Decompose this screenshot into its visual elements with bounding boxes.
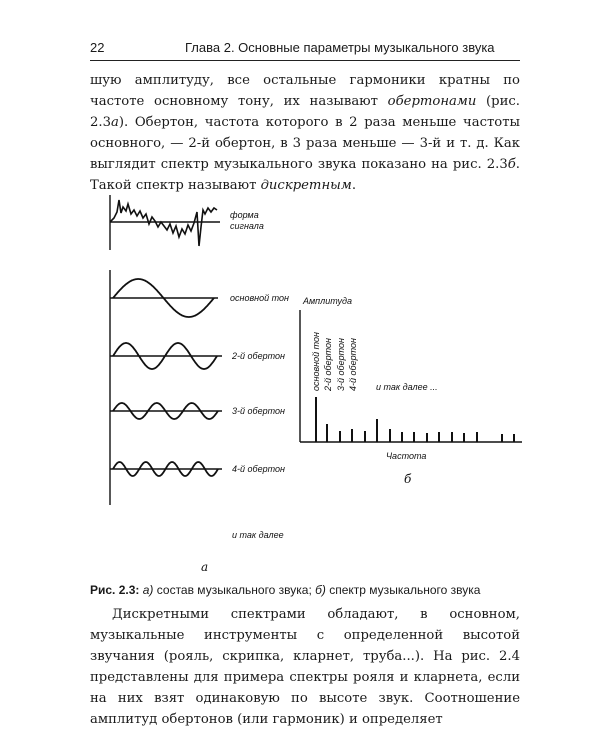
- bar-label-overtone4: 4-й обертон: [348, 338, 358, 391]
- signal-label-line1: форма: [230, 210, 259, 220]
- bar-label-overtone3: 3-й обертон: [336, 338, 346, 391]
- bar-label-overtone2: 2-й обертон: [323, 338, 333, 391]
- figure-ref-a: а: [110, 115, 119, 130]
- panel-letter-a: а: [201, 560, 209, 574]
- paragraph-discrete-spectra: [90, 604, 520, 730]
- para1-text-5: .: [351, 178, 357, 193]
- caption-a-text: состав музыкального звука;: [153, 583, 316, 597]
- complex-signal-waveform: [110, 200, 217, 246]
- para1-text-2: (рис. 2.3: [90, 94, 520, 130]
- spectrum-y-label: Амплитуда: [303, 296, 352, 306]
- term-overtones: обертонами: [387, 94, 477, 109]
- signal-composition-panel: [110, 195, 222, 505]
- spectrum-panel: [300, 310, 522, 442]
- figure-ref-b: б: [507, 157, 516, 172]
- para2-text: Дискретными спектрами обладают, в основном, музыкальные инструменты с определенной высотой звучания (рояль, скрипка, кларнет, труба...). На рис. 2.4 представлены для примера спектры рояля и кларнета, если на них взят одинаковую по высоте звук. Соотношение амплитуд обертонов (или гармоник) и определяет: [90, 607, 520, 727]
- panel-letter-b: б: [404, 472, 412, 486]
- fundamental-label: основной тон: [230, 293, 289, 303]
- page-number: 22: [90, 40, 105, 55]
- etc-label-right: и так далее ...: [376, 382, 438, 392]
- bar-label-fundamental: основной тон: [311, 332, 321, 391]
- spectrum-x-label: Частота: [386, 451, 427, 461]
- para1-text-3: ). Обертон, частота которого в 2 раза меньше частоты основного, — 2-й обертон, в 3 раза меньше — 3-й и т. д. Как выглядит спектр музыкального звука показано на рис. 2.3: [90, 115, 520, 172]
- caption-b-text: спектр музыкального звука: [325, 583, 481, 597]
- overtone3-label: 3-й обертон: [232, 406, 285, 416]
- figure-caption: [90, 583, 540, 597]
- overtone2-label: 2-й обертон: [232, 351, 285, 361]
- caption-label: Рис. 2.3:: [90, 583, 140, 597]
- caption-b-marker: б): [315, 583, 326, 597]
- para1-text-4: . Такой спектр называют: [90, 157, 520, 193]
- para1-text-1: шую амплитуду, все остальные гармоники кратны по частоте основному тону, их называют: [90, 73, 520, 109]
- overtone4-label: 4-й обертон: [232, 464, 285, 474]
- caption-a-marker: а): [142, 583, 154, 597]
- term-discrete: дискретным: [260, 178, 352, 193]
- etc-label-left: и так далее: [232, 530, 284, 540]
- signal-label-line2: сигнала: [230, 221, 264, 231]
- chapter-title: Глава 2. Основные параметры музыкального звука: [185, 40, 495, 55]
